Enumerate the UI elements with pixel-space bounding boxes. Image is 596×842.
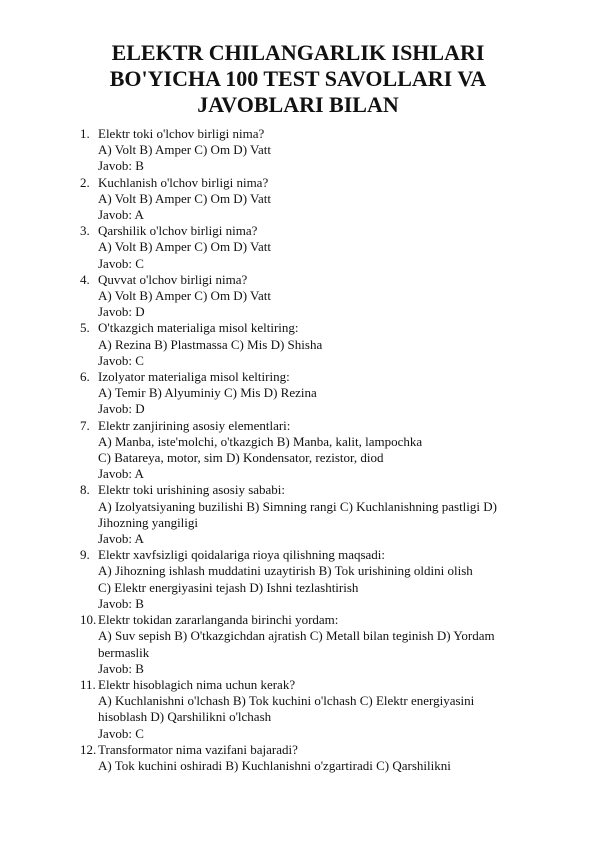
question-item — [80, 742, 536, 774]
question-options: A) Volt B) Amper C) Om D) Vatt — [98, 288, 271, 304]
question-text: Elektr zanjirining asosiy elementlari: — [98, 417, 291, 433]
question-answer: Javob: B — [98, 158, 144, 174]
question-item — [80, 175, 536, 224]
title-line: ELEKTR CHILANGARLIK ISHLARI — [111, 40, 485, 65]
question-answer: Javob: C — [98, 255, 144, 271]
question-answer: Javob: A — [98, 466, 144, 482]
question-number: 11. — [80, 676, 96, 692]
question-list — [80, 126, 536, 774]
title-line: JAVOBLARI BILAN — [197, 92, 399, 117]
question-number: 12. — [80, 741, 97, 757]
question-number: 5. — [80, 320, 90, 336]
question-answer: Javob: D — [98, 304, 145, 320]
question-answer: Javob: A — [98, 207, 144, 223]
question-item — [80, 547, 536, 612]
question-text: Elektr xavfsizligi qoidalariga rioya qilishning maqsadi: — [98, 547, 386, 563]
question-item — [80, 126, 536, 175]
question-item — [80, 272, 536, 321]
question-number: 7. — [80, 417, 90, 433]
question-item — [80, 482, 536, 547]
question-text: Kuchlanish o'lchov birligi nima? — [98, 174, 269, 190]
question-answer: Javob: D — [98, 401, 145, 417]
question-number: 1. — [80, 126, 90, 141]
question-text: Elektr toki urishining asosiy sababi: — [98, 482, 286, 498]
question-options: A) Suv sepish B) O'tkazgichdan ajratish C) Metall bilan teginish D) Yordam — [98, 628, 495, 644]
question-options: A) Temir B) Alyuminiy C) Mis D) Rezina — [98, 385, 317, 401]
question-options: A) Rezina B) Plastmassa C) Mis D) Shisha — [98, 336, 323, 352]
question-number: 8. — [80, 482, 90, 498]
question-options: A) Manba, iste'molchi, o'tkazgich B) Manba, kalit, lampochka — [98, 433, 423, 449]
question-options: C) Elektr energiyasini tejash D) Ishni tezlashtirish — [98, 579, 359, 595]
question-options: hisoblash D) Qarshilikni o'lchash — [98, 709, 272, 725]
question-text: Elektr toki o'lchov birligi nima? — [98, 126, 265, 141]
question-options: A) Volt B) Amper C) Om D) Vatt — [98, 142, 271, 158]
question-options: A) Volt B) Amper C) Om D) Vatt — [98, 239, 271, 255]
question-options: A) Jihozning ishlash muddatini uzaytirish B) Tok urishining oldini olish — [98, 563, 473, 579]
question-options: C) Batareya, motor, sim D) Kondensator, rezistor, diod — [98, 450, 384, 466]
question-answer: Javob: B — [98, 595, 144, 611]
document-title — [70, 40, 526, 118]
question-options: A) Volt B) Amper C) Om D) Vatt — [98, 190, 271, 206]
question-item — [80, 320, 536, 369]
question-item — [80, 418, 536, 483]
question-item — [80, 223, 536, 272]
question-answer: Javob: C — [98, 725, 144, 741]
question-options: bermaslik — [98, 644, 150, 660]
question-options: A) Tok kuchini oshiradi B) Kuchlanishni o'zgartiradi C) Qarshilikni — [98, 757, 451, 773]
question-number: 2. — [80, 174, 90, 190]
question-text: Izolyator materialiga misol keltiring: — [98, 369, 290, 385]
question-options: Jihozning yangiligi — [98, 514, 199, 530]
question-text: Elektr hisoblagich nima uchun kerak? — [98, 676, 296, 692]
question-answer: Javob: B — [98, 660, 144, 676]
question-text: O'tkazgich materialiga misol keltiring: — [98, 320, 299, 336]
question-answer: Javob: A — [98, 531, 144, 547]
question-item — [80, 369, 536, 418]
question-answer: Javob: C — [98, 352, 144, 368]
question-text: Elektr tokidan zararlanganda birinchi yordam: — [98, 612, 339, 628]
question-options: A) Izolyatsiyaning buzilishi B) Simning rangi C) Kuchlanishning pastligi D) — [98, 498, 497, 514]
question-text: Qarshilik o'lchov birligi nima? — [98, 223, 258, 239]
question-number: 9. — [80, 547, 90, 563]
title-line: BO'YICHA 100 TEST SAVOLLARI VA — [109, 66, 487, 91]
question-number: 6. — [80, 369, 90, 385]
question-options: A) Kuchlanishni o'lchash B) Tok kuchini o'lchash C) Elektr energiyasini — [98, 693, 475, 709]
question-item — [80, 612, 536, 677]
question-item — [80, 677, 536, 742]
question-text: Transformator nima vazifani bajaradi? — [98, 741, 298, 757]
question-number: 3. — [80, 223, 90, 239]
question-number: 10. — [80, 612, 97, 628]
question-text: Quvvat o'lchov birligi nima? — [98, 271, 248, 287]
question-number: 4. — [80, 271, 90, 287]
